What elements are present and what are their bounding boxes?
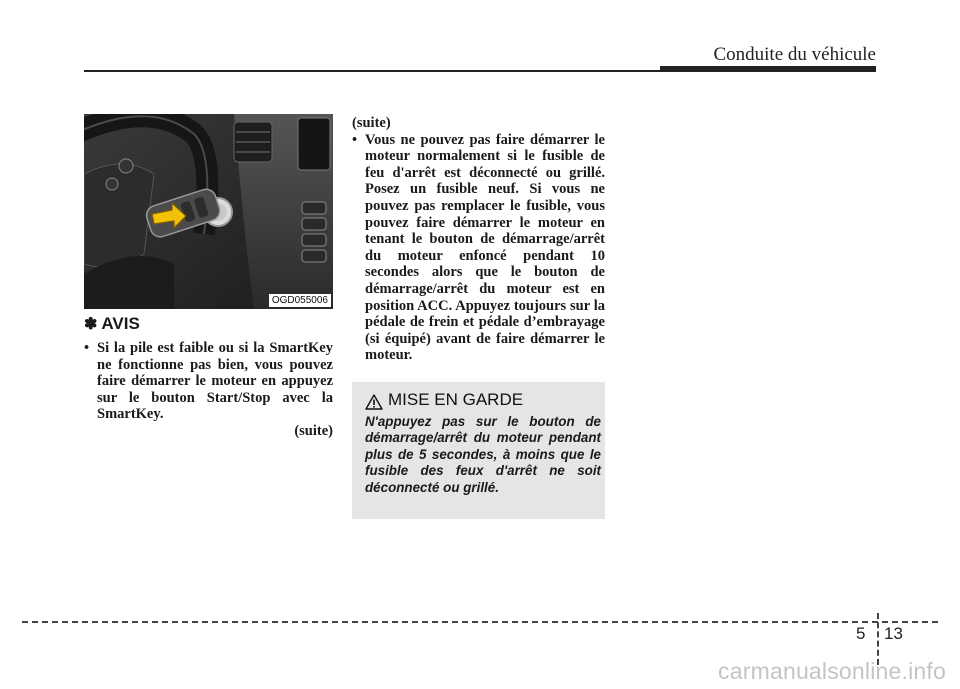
continuation-bullet-item xyxy=(352,132,605,364)
steering-wheel-illustration xyxy=(84,114,333,309)
chapter-number: 5 xyxy=(856,624,866,643)
dashboard-photo xyxy=(84,114,333,309)
continuation-suite-label: (suite) xyxy=(352,115,391,131)
notice-star-icon: ✽ xyxy=(84,316,98,333)
caution-text: N'appuyez pas sur le bouton de démarrage/arrêt du moteur pendant plus de 5 secondes, à moins que le fusible des feux d'arrêt ne soit déconnecté ou grillé. xyxy=(365,414,601,495)
photo-reference-code: OGD055006 xyxy=(269,294,331,307)
page-header-title: Conduite du véhicule xyxy=(713,44,876,65)
notice-suite-label: (suite) xyxy=(294,422,333,439)
continuation-body xyxy=(352,115,605,364)
bullet-dot: • xyxy=(84,340,90,356)
notice-body xyxy=(84,340,333,440)
caution-title: MISE EN GARDE xyxy=(388,390,524,409)
watermark-text: carmanualsonline.info xyxy=(718,658,946,684)
header-rule-accent xyxy=(660,66,876,72)
notice-bullet-text: Si la pile est faible ou si la SmartKey ne fonctionne pas bien, vous pouvez faire démarrer le moteur en appuyez sur le bouton Start/Stop avec la SmartKey. xyxy=(97,340,333,423)
page-number: 13 xyxy=(884,624,903,643)
bullet-dot: • xyxy=(352,131,358,148)
continuation-bullet-text: Vous ne pouvez pas faire démarrer le moteur normalement si le fusible de feu d'arrêt est déconnecté ou grillé. Posez un fusible neuf. Si vous ne pouvez pas remplacer le fusible, vous pouvez faire démarrer le moteur en tenant le bouton de démarrage/arrêt du moteur enfoncé pendant 10 secondes alors que le bouton de démarrage/arrêt du moteur est en position ACC. Appuyez toujours sur la pédale de frein et pédale d’embrayage (si équipé) avant de faire démarrer le moteur. xyxy=(365,131,605,364)
warning-triangle-icon xyxy=(365,394,383,410)
notice-heading xyxy=(84,314,140,334)
notice-heading-text: AVIS xyxy=(101,314,140,333)
caution-box xyxy=(352,382,605,519)
notice-bullet-item xyxy=(84,340,333,423)
header-rule xyxy=(84,70,660,72)
footer-rule xyxy=(22,621,938,623)
